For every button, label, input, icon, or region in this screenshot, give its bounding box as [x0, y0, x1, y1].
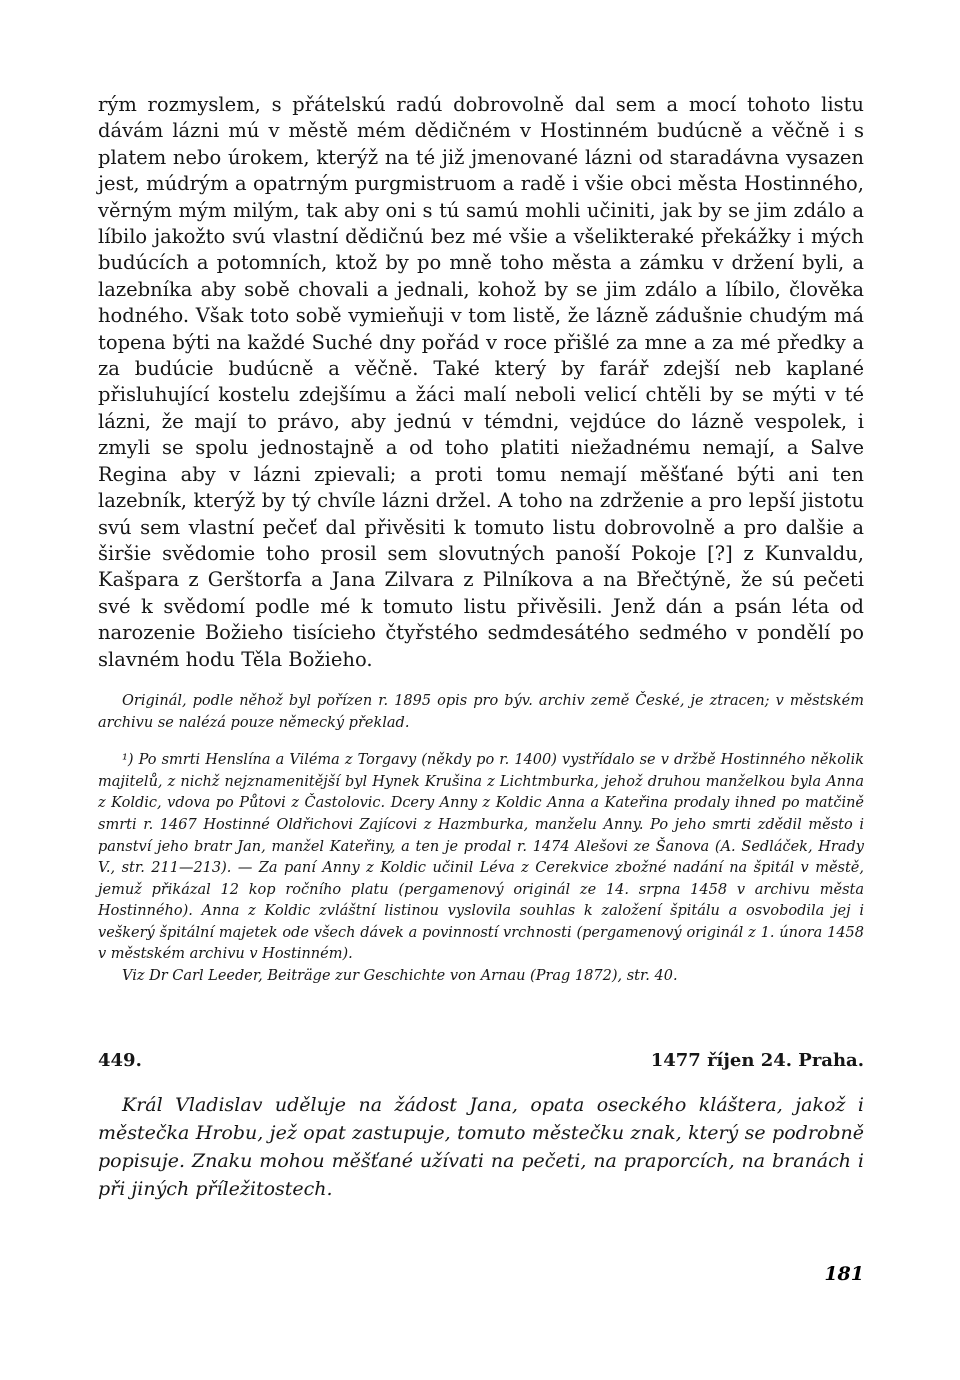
entry-regest: Král Vladislav uděluje na žádost Jana, opata oseckého kláštera, jakož i městečka Hrobu, jež opat zastupuje, tomuto městečku znak, který se podrobně popisuje. Znaku mohou měšťané užívati na pečeti, na praporcích, na branách i při jiných příležitostech.: [98, 1093, 864, 1200]
source-note: Originál, podle něhož byl pořízen r. 1895 opis pro býv. archiv země České, je ztracen; v městském archivu se nalézá pouze německý překlad.: [98, 692, 864, 731]
footnote-reference: Viz Dr Carl Leeder, Beiträge zur Geschichte von Arnau (Prag 1872), str. 40.: [122, 968, 678, 985]
footnote-marker: ¹): [122, 752, 134, 769]
footnotes: [98, 691, 864, 988]
entry-heading: [98, 1050, 864, 1071]
entry-date-place: 1477 říjen 24. Praha.: [650, 1049, 864, 1071]
page-number: 181: [824, 1263, 864, 1285]
charter-text: rým rozmyslem, s přátelskú radú dobrovolně dal sem a mocí tohoto listu dávám lázni mú v městě mém dědičném v Hostinném budúcně a věčně i s platem nebo úrokem, kterýž na té již jmenované lázni od staradávna vysazen jest, múdrým a opatrným purgmistruom a radě i všie obci města Hostinného, věrným mým milým, tak aby oni s tú samú mohli učiniti, jak by se jim zdálo a líbilo jakožto svú vlastní dědičnú bez mé všie a všelikteraké překážky i mých budúcích a potomních, ktož by po mně toho města a zámku v držení byli, a lazebníka aby sobě chovali a jednali, kohož by se jim zdálo a líbilo, člověka hodného. Však toto sobě vymieňuji v tom listě, že lázně zádušnie chudým má topena býti na každé Suché dny pořád v roce přišlé za mne a za mé předky a za budúcie budúcně a věčně. Také který by farář zdejší neb kaplané přisluhující kostelu zdejšímu a žáci malí neboli velicí chtěli by se mýti v té lázni, že mají to právo, aby jednú v témdni, vejdúce do lázně vespolek, i zmyli se spolu jednostajně a od toho platiti niežadnému nemají, a Salve Regina aby v lázni zpievali; a proti tomu nemají měšťané býti ani ten lazebník, kterýž by tý chvíle lázni držel. A toho na zdrženie a pro lepší jistotu svú sem vlastní pečeť dal přivěsiti k tomuto listu dobrovolně a pro dalšie a širšie svědomie toho prosil sem slovutných panoší Pokoje [?] z Kunvaldu, Kašpara z Gerštorfa a Jana Zilvara z Pilníkova a na Břečtýně, že sú pečeti své k svědomí podle mé k tomuto listu přivěsili. Jenž dán a psán léta od narozenie Božieho tisícieho čtyřstého sedmdesátého sedmého v pondělí po slavném hodu Těla Božieho.: [98, 93, 864, 671]
footnote-1: [98, 750, 864, 966]
entry-number: 449.: [98, 1049, 142, 1071]
footnote-1-text: Po smrti Henslína a Viléma z Torgavy (někdy po r. 1400) vystřídalo se v držbě Hostinného několik majitelů, z nichž nejznamenitější byl Hynek Krušina z Lichtmburka, jehož druhou manželkou byla Anna z Koldic, vdova po Půtovi z Častolovic. Dcery Anny z Koldic Anna a Kateřina prodaly ihned po matčině smrti r. 1467 Hostinné Oldřichovi Zajícovi z Hazmburka, manželu Anny. Po jeho smrti zdědil město i panství jeho bratr Jan, manžel Kateřiny, a ten je prodal r. 1474 Alešovi ze Šanova (A. Sedláček, Hrady V., str. 211—213). — Za paní Anny z Koldic učinil Léva z Cerekvice zbožné nadání na špitál v městě, jemuž přikázal 12 kop ročního platu (pergamenový originál ze 14. srpna 1458 v archivu města Hostinného). Anna z Koldic zvláštní listinou vyslovila souhlas k založení špitálu a osvobodila jej i veškerý špitální majetek ode všech dávek a povinností vrchnosti (pergamenový originál z 1. února 1458 v městském archivu v Hostinném).: [98, 752, 864, 963]
document-page: [98, 92, 864, 1203]
